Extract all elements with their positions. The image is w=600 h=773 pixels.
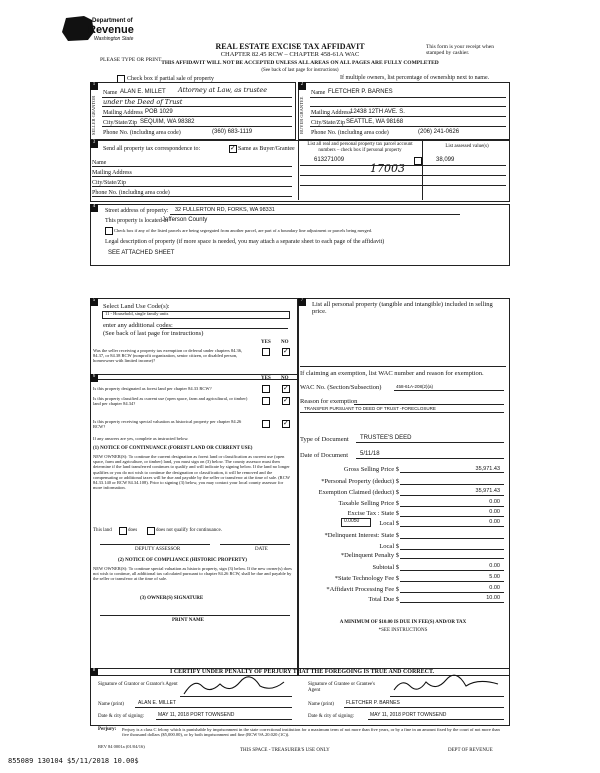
notice1-text: NEW OWNER(S): To continue the current designation as forest land or classification as current use (open space, farm and agriculture, or timber) land, you must sign on (3) below. The county assessor must then determine if the land transferred continues to qualify and will indicate by signing below. If the land no longer qualifies or you do not wish to continue the designation or classification, it will be removed and the compensating or additional taxes will be due and payable by the seller or transferor at the time of sale. (RCW 84.33.140 or RCW 84.34.108). Prior to signing (3) below, you may contact your local county assessor for more information.	[93, 454, 290, 491]
calc-row-local-label: Local $	[379, 520, 399, 527]
calc-row-proc-value[interactable]: 0.00	[489, 585, 500, 591]
exemption-claim-label: If claiming an exemption, list WAC number and reason for exemption.	[300, 370, 484, 377]
grantee-date[interactable]: MAY 11, 2018 PORT TOWNSEND	[370, 712, 447, 718]
buyer-phone-label: Phone No. (including area code)	[311, 130, 389, 136]
section-5-marker: 5	[90, 298, 98, 306]
perjury-label: Perjury:	[98, 727, 117, 732]
section-4-marker: 4	[90, 204, 98, 212]
doc-type[interactable]: TRUSTEE'S DEED	[360, 435, 412, 441]
segregated-label: Check box if any of the listed parcels are being segregated from another parcel, are part of a boundary line adjustment or parcels being merged.	[114, 228, 373, 233]
seller-city[interactable]: SEQUIM, WA 98382	[140, 119, 195, 125]
parcel-header: List all real and personal property tax parcel account numbers – check box if personal property	[307, 142, 413, 153]
treasurer-space: THIS SPACE - TREASURER'S USE ONLY	[240, 748, 330, 753]
owner-signature-label: (3) OWNER(S) SIGNATURE	[140, 596, 204, 601]
doc-type-label: Type of Document	[300, 436, 349, 443]
partial-sale-label: Check box if partial sale of property	[127, 76, 214, 82]
legal-description[interactable]: SEE ATTACHED SHEET	[108, 250, 175, 256]
minimum-notice: A MINIMUM OF $10.00 IS DUE IN FEE(S) AND/OR TAX	[339, 620, 467, 625]
see-instructions: *SEE INSTRUCTIONS	[378, 628, 428, 633]
calc-row-exempt-value[interactable]: 35,971.43	[475, 488, 500, 494]
seller-side-label: SELLER GRANTOR	[91, 95, 96, 135]
doc-date-label: Date of Document	[300, 452, 349, 459]
calc-row-penalty-label: *Delinquent Penalty $	[340, 552, 399, 559]
seller-mailing[interactable]: POB 1029	[145, 109, 173, 115]
land-use-value: 11 - Household, single family units	[105, 311, 169, 316]
calc-row-gross-label: Gross Selling Price $	[343, 466, 399, 473]
calc-row-proc-label: *Affidavit Processing Fee $	[326, 586, 399, 593]
wac-number[interactable]: 458-61A-208(2)(a)	[396, 384, 434, 389]
historic-question: Is this property receiving special valuation as historical property per chapter 84.26 RCW?	[93, 419, 242, 430]
receipt-stamp: 855089 130104 $5/11/2018 10.00$	[8, 757, 139, 765]
calc-row-taxable-value[interactable]: 0.00	[489, 499, 500, 505]
buyer-name[interactable]: FLETCHER P. BARNES	[328, 89, 393, 95]
deputy-assessor: DEPUTY ASSESSOR	[135, 547, 181, 552]
print-name-label: PRINT NAME	[172, 618, 204, 623]
same-as-buyer-checkbox[interactable]	[229, 145, 237, 153]
dept-line2: Revenue	[88, 24, 134, 36]
street-label: Street address of property:	[105, 208, 169, 214]
calc-row-total-value[interactable]: 10.00	[486, 595, 500, 601]
current-use-question: Is this property classified as current use (open space, farm and agricultural, or timber) land per chapter 84.34?	[93, 396, 248, 407]
send-correspondence-label: Send all property tax correspondence to:	[103, 146, 201, 152]
form-title: REAL ESTATE EXCISE TAX AFFIDAVIT	[215, 42, 365, 51]
grantor-date[interactable]: MAY 11, 2018 PORT TOWNSEND	[158, 712, 235, 718]
seller-mailing-label: Mailing Address	[103, 110, 143, 116]
parcel-number[interactable]: 613271009	[314, 157, 345, 163]
dept-line3: Washington State	[94, 36, 134, 42]
seller-name-label: Name	[103, 90, 118, 96]
street-address[interactable]: 32 FULLERTON RD, FORKS, WA 98331	[175, 207, 275, 213]
no-header-5: NO	[281, 340, 289, 345]
buyer-mailing[interactable]: 12438 12TH AVE. S.	[350, 109, 405, 115]
notice1-title: (1) NOTICE OF CONTINUANCE (FOREST LAND OR CURRENT USE)	[93, 446, 253, 451]
exempt-no-checkbox[interactable]	[282, 348, 290, 356]
dept-line1: Department of	[92, 18, 133, 24]
exempt-question: Was the seller receiving a property tax exemption or deferral under chapters 84.36, 84.37, or 84.38 RCW (nonprofit organization, senior citizen, or disabled person, homeowner with limited income)?	[93, 348, 243, 364]
land-label: This land	[93, 528, 112, 533]
corr-mailing-label: Mailing Address	[92, 170, 132, 176]
seller-phone[interactable]: (360) 683-1119	[212, 129, 253, 135]
dept-footer: DEPT OF REVENUE	[448, 748, 493, 753]
grantor-name-label: Name (print)	[98, 702, 124, 707]
exemption-reason[interactable]: TRANSFER PURSUANT TO DEED OF TRUST -FORECLOSURE	[304, 406, 436, 411]
current-use-no-checkbox[interactable]	[282, 397, 290, 405]
receipt-note: This form is your receipt when stamped by cashier.	[426, 44, 494, 57]
grantee-signature	[390, 674, 502, 696]
historic-yes-checkbox[interactable]	[262, 420, 270, 428]
calc-row-total-label: Total Due $	[368, 596, 399, 603]
corr-name-label: Name	[92, 160, 107, 166]
same-as-buyer-label: Same as Buyer/Grantee	[238, 146, 295, 152]
seller-phone-label: Phone No. (including area code)	[103, 130, 181, 136]
calc-row-tech-value[interactable]: 5.00	[489, 574, 500, 580]
parcel-handwritten: 17003	[370, 162, 405, 175]
grantee-name[interactable]: FLETCHER P. BARNES	[346, 700, 400, 706]
current-use-yes-checkbox[interactable]	[262, 397, 270, 405]
dor-logo	[58, 14, 168, 50]
notice2-text: NEW OWNER(S): To continue special valuation as historic property, sign (3) below. If the new owner(s) does not wish to continue, all additional tax calculated pursuant to chapter 84.26 RCW, shall be due and payable by the seller or transferor at the time of sale.	[93, 566, 292, 582]
section-1-marker: 1	[90, 82, 98, 90]
section-8-marker: 8	[90, 668, 98, 676]
grantee-date-label: Date & city of signing:	[308, 714, 355, 719]
section-6-marker: 6	[90, 374, 98, 382]
exempt-yes-checkbox[interactable]	[262, 348, 270, 356]
seller-name[interactable]: ALAN E. MILLET	[120, 89, 166, 95]
forest-question: Is this property designated as forest land per chapter 84.33 RCW?	[93, 386, 212, 391]
rev-number: REV 84 0001a (01/04/16)	[98, 744, 145, 749]
assessor-date: DATE	[255, 547, 268, 552]
yes-header-6: YES	[261, 376, 271, 381]
no-header-6: NO	[281, 376, 289, 381]
calc-row-int-state-label: *Delinquent Interest: State $	[324, 532, 399, 539]
county[interactable]: Jefferson County	[162, 217, 208, 223]
calc-row-gross-value[interactable]: 35,971.43	[475, 466, 500, 472]
doc-date[interactable]: 5/11/18	[360, 451, 380, 457]
located-label: This property is located in	[105, 218, 168, 224]
forest-yes-checkbox[interactable]	[262, 385, 270, 393]
land-use-label: Select Land Use Code(s):	[103, 303, 170, 310]
buyer-side-label: BUYER GRANTEE	[299, 96, 304, 134]
calc-row-subtotal-label: Subtotal $	[372, 564, 399, 571]
multiple-owners-note: If multiple owners, list percentage of ownership next to name.	[340, 75, 490, 81]
grantor-name[interactable]: ALAN E. MILLET	[138, 700, 177, 706]
additional-codes-label: enter any additional codes:	[103, 322, 173, 329]
seller-city-label: City/State/Zip	[103, 120, 137, 126]
buyer-mailing-label: Mailing Address	[311, 110, 351, 116]
corr-city-label: City/State/Zip	[92, 180, 126, 186]
land-does-label: does	[128, 528, 138, 533]
grantee-sig-label: Signature of Grantee or Grantee's Agent	[308, 682, 375, 693]
personal-property-label: List all personal property (tangible and intangible) included in selling price.	[312, 301, 493, 316]
perjury-text: Perjury is a class C felony which is punishable by imprisonment in the state correctional institution for a maximum term of not more than five years, or by a fine in an amount fixed by the court of not more than five thousand dollars ($5,000.00), or by both imprisonment and fine (RCW 9A.20.020 (1C)).	[122, 727, 500, 738]
yes-header-5: YES	[261, 340, 271, 345]
wac-label: WAC No. (Section/Subsection)	[300, 384, 382, 391]
buyer-city[interactable]: SEATTLE, WA 98168	[346, 119, 404, 125]
if-yes-note: If any answers are yes, complete as instructed below.	[93, 436, 189, 441]
calc-row-local-value[interactable]: 0.00	[489, 519, 500, 525]
calc-row-state-label: Excise Tax : State $	[347, 510, 399, 517]
calc-row-exempt-label: Exemption Claimed (deduct) $	[318, 489, 399, 496]
form-chapter: CHAPTER 82.45 RCW – CHAPTER 458-61A WAC	[220, 51, 360, 58]
see-back-note: (See back of last page for instructions)	[261, 68, 339, 73]
notice2-title: (2) NOTICE OF COMPLIANCE (HISTORIC PROPERTY)	[118, 558, 247, 563]
certify-statement: I CERTIFY UNDER PENALTY OF PERJURY THAT THE FOREGOING IS TRUE AND CORRECT.	[170, 669, 435, 675]
reason-label: Reason for exemption	[300, 398, 358, 405]
calc-row-taxable-label: Taxable Selling Price $	[338, 500, 399, 507]
not-accepted-notice: THIS AFFIDAVIT WILL NOT BE ACCEPTED UNLESS ALL AREAS ON ALL PAGES ARE FULLY COMPLETED	[161, 60, 439, 66]
type-or-print: PLEASE TYPE OR PRINT	[100, 57, 162, 63]
grantee-name-label: Name (print)	[308, 702, 334, 707]
land-does-not-checkbox[interactable]	[147, 527, 155, 535]
historic-no-checkbox[interactable]	[282, 420, 290, 428]
calc-row-state-value[interactable]: 0.00	[489, 509, 500, 515]
calc-row-tech-label: *State Technology Fee $	[334, 575, 399, 582]
section-7-marker: 7	[298, 298, 306, 306]
land-does-checkbox[interactable]	[119, 527, 127, 535]
corr-phone-label: Phone No. (including area code)	[92, 190, 170, 196]
legal-label: Legal description of property (if more space is needed, you may attach a separate sheet to each page of the affidavit)	[105, 239, 385, 245]
assessed-header: List assessed value(s)	[445, 144, 489, 149]
seller-handwritten2: under the Deed of Trust	[103, 98, 183, 106]
assessed-value[interactable]: 38,099	[436, 157, 455, 163]
section-3-marker: 3	[90, 140, 98, 148]
buyer-city-label: City/State/Zip	[311, 120, 345, 126]
see-back-5: (See back of last page for instructions)	[103, 330, 204, 337]
section-2-marker: 2	[298, 82, 306, 90]
calc-row-int-local-label: Local $	[379, 543, 399, 550]
grantor-signature	[180, 676, 290, 698]
forest-no-checkbox[interactable]	[282, 385, 290, 393]
buyer-phone[interactable]: (206) 241-0626	[418, 129, 460, 135]
land-does-not-label: does not qualify for continuance.	[156, 528, 222, 533]
segregated-checkbox[interactable]	[105, 227, 113, 235]
calc-row-subtotal-value[interactable]: 0.00	[489, 563, 500, 569]
seller-handwritten1: Attorney at Law, as trustee	[178, 86, 268, 94]
local-rate: 0.0050	[344, 518, 360, 524]
grantor-date-label: Date & city of signing:	[98, 714, 145, 719]
buyer-name-label: Name	[311, 90, 326, 96]
grantor-sig-label: Signature of Grantor or Grantor's Agent	[98, 682, 178, 687]
calc-row-personal-label: *Personal Property (deduct) $	[321, 478, 399, 485]
personal-property-checkbox[interactable]	[414, 157, 422, 165]
